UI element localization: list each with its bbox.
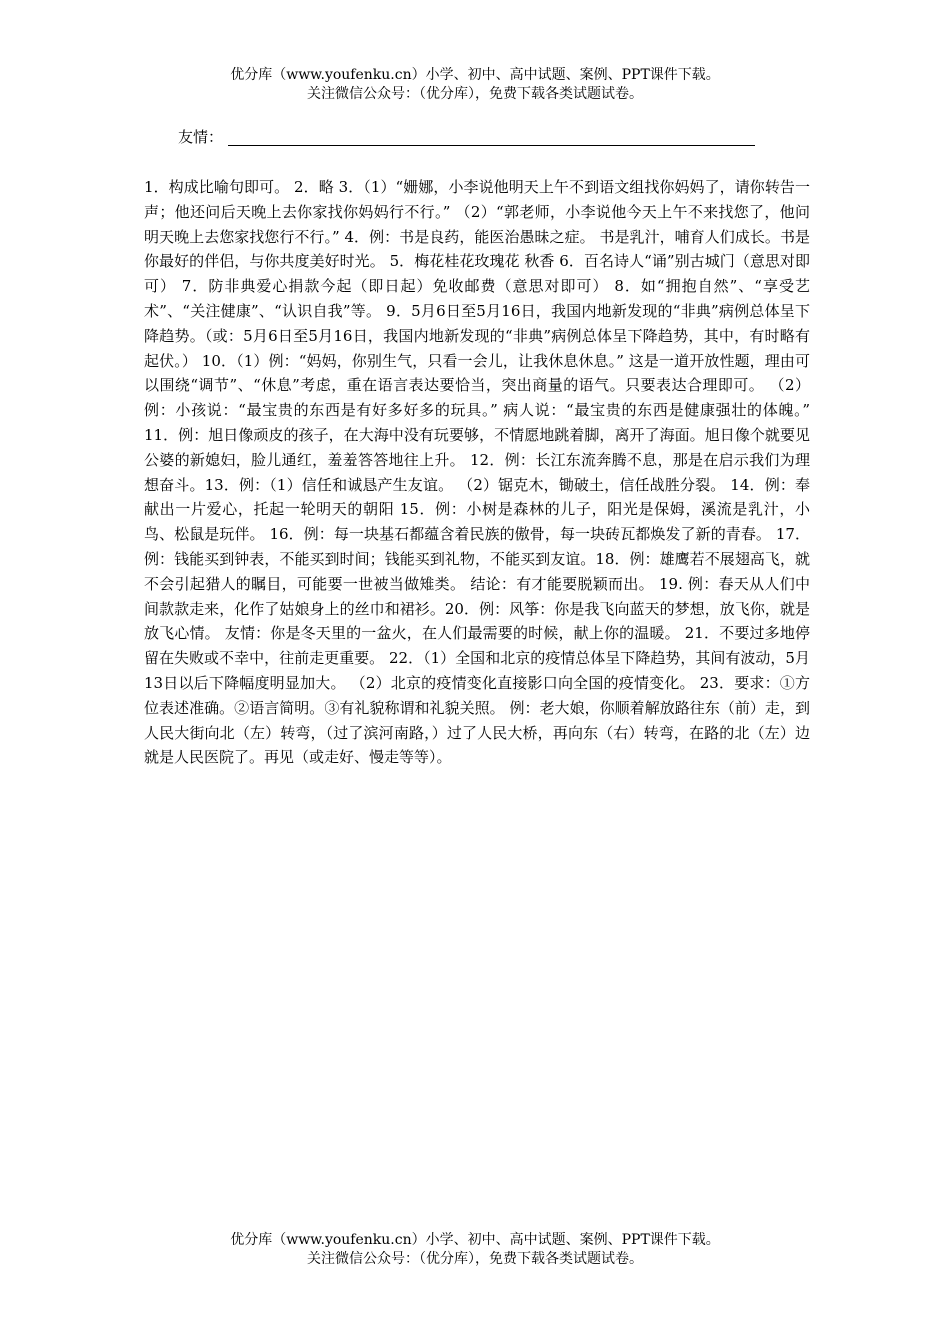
- fill-in-field: [178, 126, 758, 148]
- page-footer: [0, 1231, 950, 1269]
- footer-line-2: 关注微信公众号：（优分库），免费下载各类试题试卷。: [307, 1251, 643, 1267]
- page-header: [0, 66, 950, 104]
- footer-line-1: 优分库（www.youfenku.cn）小学、初中、高中试题、案例、PPT课件下载。: [230, 1232, 720, 1248]
- header-line-2: 关注微信公众号：（优分库），免费下载各类试题试卷。: [307, 86, 643, 102]
- fill-in-label: 友情：: [178, 128, 224, 146]
- header-line-1: 优分库（www.youfenku.cn）小学、初中、高中试题、案例、PPT课件下载。: [230, 67, 720, 83]
- answer-key-body: [144, 175, 810, 770]
- fill-in-underline: [228, 145, 755, 146]
- answer-key-text: 1．构成比喻句即可。 2．略 3．（1）“姗娜，小李说他明天上午不到语文组找你妈妈了，请你转告一声；他还问后天晚上去你家找你妈妈行不行。” （2）“郭老师，小李说他今天上午不来找您了，他问明天晚上去您家找您行不行。” 4．例：书是良药，能医治愚昧之症。 书是乳汁，哺育人们成长。书是你最好的伴侣，与你共度美好时光。 5．梅花桂花玫瑰花 秋香 6．百名诗人“诵”别古城门（意思对即可） 7．防非典爱心捐款今起（即日起）免收邮费（意思对即可） 8．如“拥抱自然”、“享受艺术”、“关注健康”、“认识自我”等。 9．5月6日至5月16日，我国内地新发现的“非典”病例总体呈下降趋势。（或：5月6日至5月16日，我国内地新发现的“非典”病例总体呈下降趋势，其中，有时略有起伏。） 10．（1）例：“妈妈，你别生气，只看一会儿，让我休息休息。” 这是一道开放性题，理由可以围绕“调节”、“休息”考虑，重在语言表达要恰当，突出商量的语气。只要表达合理即可。 （2）例：小孩说：“最宝贵的东西是有好多好多的玩具。” 病人说：“最宝贵的东西是健康强壮的体魄。” 11．例：旭日像顽皮的孩子，在大海中没有玩要够，不情愿地跳着脚，离开了海面。旭日像个就要见公婆的新媳妇，脸儿通红，羞羞答答地往上升。 12．例：长江东流奔腾不息，那是在启示我们为理想奋斗。13．例：（1）信任和诚恳产生友谊。 （2）锯克木，锄破土，信任战胜分裂。 14．例：奉献出一片爱心，托起一轮明天的朝阳 15．例：小树是森林的儿子，阳光是保姆，溪流是乳汁，小鸟、松鼠是玩伴。 16．例：每一块基石都蕴含着民族的傲骨，每一块砖瓦都焕发了新的青春。 17．例：钱能买到钟表，不能买到时间；钱能买到礼物，不能买到友谊。18．例：雄鹰若不展翅高飞，就不会引起猎人的瞩目，可能要一世被当做雉类。 结论：有才能要脱颖而出。 19. 例：春天从人们中间款款走来，化作了姑娘身上的丝巾和裙衫。20．例：风筝：你是我飞向蓝天的梦想，放飞你，就是放飞心情。 友情：你是冬天里的一盆火，在人们最需要的时候，献上你的温暖。 21．不要过多地停留在失败或不幸中，往前走更重要。 22．（1）全国和北京的疫情总体呈下降趋势，其间有波动，5月13日以后下降幅度明显加大。 （2）北京的疫情变化直接影口向全国的疫情变化。 23．要求：①方位表述准确。②语言简明。③有礼貌称谓和礼貌关照。 例：老大娘，你顺着解放路往东（前）走，到人民大街向北（左）转弯，（过了滨河南路，）过了人民大桥，再向东（右）转弯，在路的北（左）边就是人民医院了。再见（或走好、慢走等等）。: [144, 178, 810, 767]
